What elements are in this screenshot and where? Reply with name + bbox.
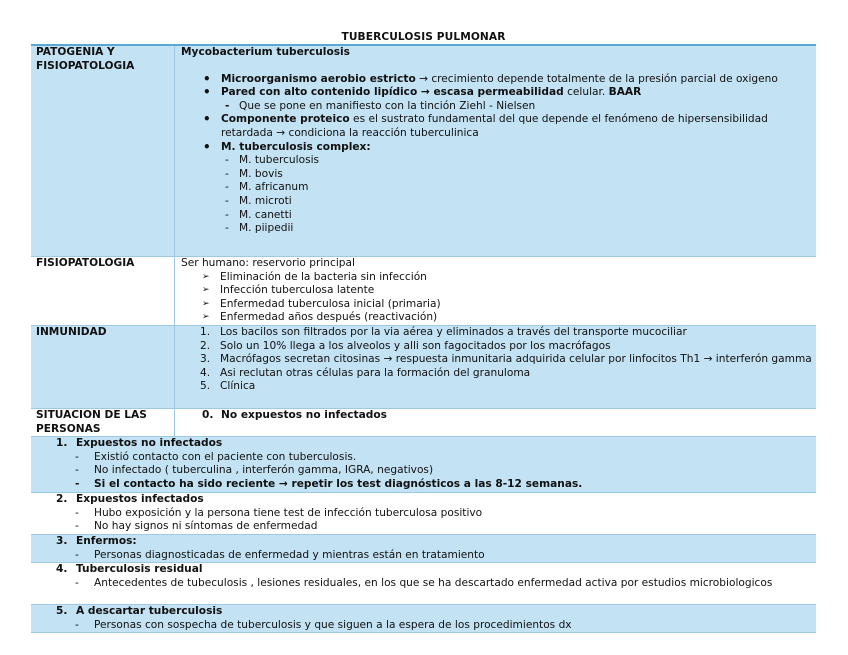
list-item: - No infectado ( tuberculina , interferón gamma, IGRA, negativos) xyxy=(56,464,816,478)
row-group-5 xyxy=(31,605,816,633)
patogenia-heading: Mycobacterium tuberculosis xyxy=(181,46,350,58)
fisio-list xyxy=(181,271,812,325)
list-item: - Que se pone en manifiesto con la tinción Ziehl - Nielsen xyxy=(181,100,812,114)
group-5-heading: 5. A descartar tuberculosis xyxy=(56,605,223,617)
list-item: • Componente proteico es el sustrato fundamental del que depende el fenómeno de hipersensibilidad retardada → condiciona la reacción tuberculinica xyxy=(181,113,812,140)
list-item: - M. bovis xyxy=(181,168,812,182)
label-situacion: SITUACION DE LAS PERSONAS xyxy=(31,409,175,436)
list-item: - M. piipedii xyxy=(181,222,812,236)
list-item: • Pared con alto contenido lipídico → escasa permeabilidad celular. BAAR xyxy=(181,86,812,100)
list-item: 3. Macrófagos secretan citosinas → respuesta inmunitaria adquirida celular por linfocitos Th1 → interferón gamma xyxy=(200,353,812,366)
row-group-2 xyxy=(31,493,816,535)
group-2-heading: 2. Expuestos infectados xyxy=(56,493,204,505)
list-item: 2. Solo un 10% llega a los alveolos y alli son fagocitados por los macrófagos xyxy=(200,339,611,352)
group-4-heading: 4. Tuberculosis residual xyxy=(56,563,203,575)
list-item: - Personas con sospecha de tuberculosis y que siguen a la espera de los procedimientos dx xyxy=(56,619,816,633)
patogenia-bullets xyxy=(181,73,812,100)
list-item: ➢ Eliminación de la bacteria sin infección xyxy=(181,271,812,285)
row-inmunidad xyxy=(31,326,816,409)
label-inmunidad: INMUNIDAD xyxy=(31,326,175,408)
list-item: - Si el contacto ha sido reciente → repetir los test diagnósticos a las 8-12 semanas. xyxy=(56,478,816,492)
row-group-3 xyxy=(31,535,816,563)
list-item: 4. Asi reclutan otras células para la formación del granuloma xyxy=(200,366,531,379)
row-patogenia xyxy=(31,46,816,257)
label-patogenia: PATOGENIA Y FISIOPATOLOGIA xyxy=(31,46,175,256)
list-item: • M. tuberculosis complex: xyxy=(181,141,812,155)
content-fisiopatologia xyxy=(175,257,816,325)
list-item: - M. tuberculosis xyxy=(181,154,812,168)
content-table xyxy=(31,44,816,633)
list-item: ➢ Enfermedad años después (reactivación) xyxy=(181,311,812,325)
list-item: - Personas diagnosticadas de enfermedad y mientras están en tratamiento xyxy=(56,549,816,563)
list-item: - Hubo exposición y la persona tiene test de infección tuberculosa positivo xyxy=(56,507,816,521)
list-item: - Antecedentes de tubeculosis , lesiones residuales, en los que se ha descartado enfermedad activa por estudios microbiologicos xyxy=(56,577,816,591)
group-3-heading: 3. Enfermos: xyxy=(56,535,137,547)
row-group-4 xyxy=(31,563,816,605)
label-fisiopatologia: FISIOPATOLOGIA xyxy=(31,257,175,325)
content-inmunidad xyxy=(175,326,816,408)
document-page xyxy=(31,31,816,633)
list-item: • Microorganismo aerobio estricto → crecimiento depende totalmente de la presión parcial de oxigeno xyxy=(181,73,812,87)
list-item: - M. microti xyxy=(181,195,812,209)
document-title: TUBERCULOSIS PULMONAR xyxy=(341,31,506,43)
content-situacion xyxy=(175,409,816,436)
row-fisiopatologia xyxy=(31,257,816,326)
group-1-heading: 1. Expuestos no infectados xyxy=(56,437,223,449)
list-item: 0. No expuestos no infectados xyxy=(202,409,387,421)
list-item: 5. Clínica xyxy=(200,380,256,393)
fisio-intro: Ser humano: reservorio principal xyxy=(181,257,355,269)
row-situacion xyxy=(31,409,816,437)
list-item: ➢ Infección tuberculosa latente xyxy=(181,284,812,298)
list-item: - M. canetti xyxy=(181,209,812,223)
content-patogenia xyxy=(175,46,816,256)
list-item: 1. Los bacilos son filtrados por la via aérea y eliminados a través del transporte mucociliar xyxy=(200,326,687,338)
row-group-1 xyxy=(31,437,816,493)
list-item: - No hay signos ni síntomas de enfermedad xyxy=(56,520,816,534)
complex-list xyxy=(181,154,812,236)
list-item: - M. africanum xyxy=(181,181,812,195)
list-item: - Existió contacto con el paciente con tuberculosis. xyxy=(56,451,816,465)
list-item: ➢ Enfermedad tuberculosa inicial (primaria) xyxy=(181,298,812,312)
